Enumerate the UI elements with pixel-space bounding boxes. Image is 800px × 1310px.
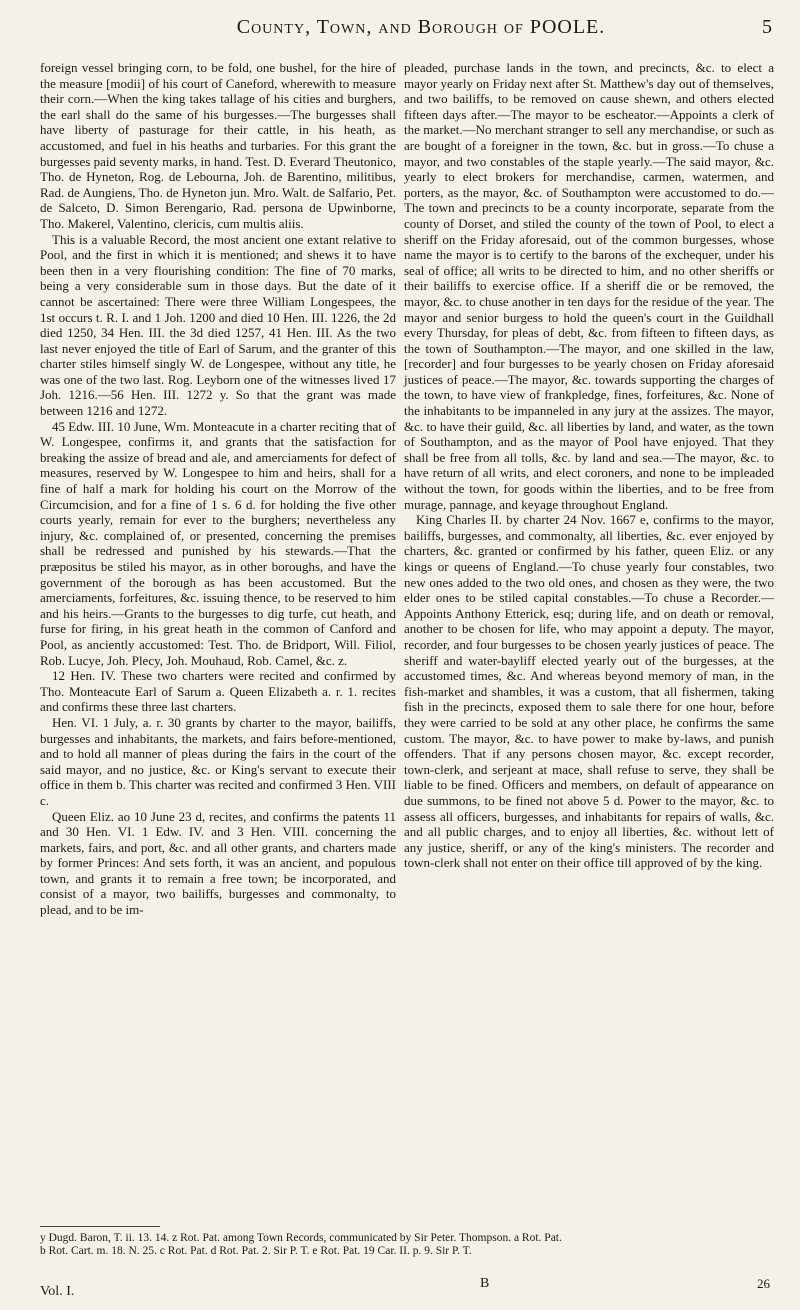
signature-mark: B <box>480 1276 490 1291</box>
paragraph: 12 Hen. IV. These two charters were recited and confirmed by Tho. Monteacute Earl of Sarum a. Queen Elizabeth a. r. 1. recites and confirms these three last charters. <box>40 668 396 715</box>
catchword: 26 <box>757 1276 770 1291</box>
page-number: 5 <box>762 16 772 38</box>
paragraph: Queen Eliz. ao 10 June 23 d, recites, and confirms the patents 11 and 30 Hen. VI. 1 Edw. IV. and 3 Hen. VIII. concerning the markets, fairs, and port, &c. and all other grants, and charters made by former Princes: And sets forth, it was an ancient, and populous town, and grants it to remain a free town; be incorporated, and consist of a mayor, two bailiffs, burgesses and commonalty, to plead, and to be im- <box>40 808 396 918</box>
paragraph: foreign vessel bringing corn, to be fold, one bushel, for the hire of the measure [modii] of his court of Caneford, wherewith to measure their corn.—When the king takes tallage of his cities and burghers, the earl shall do the same of his burgesses.—The burgesses shall have liberty of pasturage for their cattle, in his heath, as accustomed, and fuel in his heaths and turbaries. For this grant the burgesses paid seventy marks, in hand. Test. D. Everard Theutonico, Tho. de Hyneton, Rog. de Lebourna, Joh. de Barentino, militibus, Rad. de Aungiens, Tho. de Hyneton jun. Mro. Walt. de Salfario, Pet. de Salceto, D. Simon Berengario, Rad. persona de Upwinborne, Tho. Makerel, Valentino, clericis, cum multis aliis. <box>40 60 396 231</box>
paragraph: This is a valuable Record, the most ancient one extant relative to Pool, and the first in which it is mentioned; and shews it to have been then in a very flourishing condition: The fine of 70 marks, being a very considerable sum in those days. But the date of it cannot be ascertained: There were three William Longespees, the 1st occurs t. R. I. and 1 Joh. 1200 and died 10 Hen. III. 1226, the 2d died 1250, 34 Hen. III. the 3d died 1257, 41 Hen. III. As the two last never enjoyed the title of Earl of Sarum, and the granter of this charter stiles himself singly W. de Longespee, without any title, he was one of the two last. Rog. Leyborn one of the witnesses lived 17 Joh. 1216.—56 Hen. III. 1272 y. So that the grant was made between 1216 and 1272. <box>40 231 396 419</box>
footnote-line: y Dugd. Baron, T. ii. 13. 14. z Rot. Pat. among Town Records, communicated by Sir Peter. Thompson. a Rot. Pat. <box>40 1232 562 1244</box>
paragraph: Hen. VI. 1 July, a. r. 30 grants by charter to the mayor, bailiffs, burgesses and inhabitants, the markets, and fairs before-mentioned, and to hold all manner of pleas during the fairs in the court of the said mayor, and no justice, &c. or King's servant to execute their office in them b. This charter was recited and confirmed 3 Hen. VIII c. <box>40 714 396 808</box>
footnote-line: b Rot. Cart. m. 18. N. 25. c Rot. Pat. d Rot. Pat. 2. Sir P. T. e Rot. Pat. 19 Car. II. p. 9. Sir P. T. <box>40 1245 472 1257</box>
paragraph: King Charles II. by charter 24 Nov. 1667 e, confirms to the mayor, bailiffs, burgesses, and commonalty, all liberties, &c. ever enjoyed by charters, &c. granted or confirmed by his father, queen Eliz. or any kings or queens of England.—To chuse yearly four constables, two new ones added to the two old ones, and chosen as they were, the two elder ones to be stiled capital constables.—To chuse a Recorder.—Appoints Anthony Etterick, esq; during life, and on death or removal, another to be chosen for life, who may appoint a deputy. The mayor, recorder, and four burgesses to be chosen yearly justices of peace. The sheriff and water-bayliff elected yearly out of the burgesses, at the accustomed times, &c. And whereas beyond memory of man, in the fish-market and shambles, it was a custom, that all fishermen, taking fish in the precincts, exposed them to sale there for one hour, before they were carried to be sold at any other place, he confirms the same custom. The mayor, &c. to have power to make by-laws, and punish offenders. That if any persons chosen mayor, &c. except recorder, town-clerk, and serjeant at mace, shall refuse to serve, they shall be liable to be fined. Officers and members, on default of appearance on due summons, to be fined not above 5 d. Power to the mayor, &c. to assess all officers, burgesses, and inhabitants for repairs of walls, &c. and all public charges, and to enjoy all liberties, &c. without lett of any justice, sheriff, or any of the king's ministers. The recorder and town-clerk shall not enter on their office till approved of by the king. <box>404 512 774 871</box>
page-header <box>40 14 772 58</box>
right-column <box>404 60 774 871</box>
footnote-rule <box>40 1226 160 1227</box>
paragraph: pleaded, purchase lands in the town, and precincts, &c. to elect a mayor yearly on Friday next after St. Matthew's day out of themselves, and two bailiffs, to be removed on cause shewn, and others elected fifteen days after.—The mayor to be escheator.—Appoints a clerk of the market.—No merchant stranger to sell any merchandise, or such as are bought of a foreigner in the town, &c. but in gross.—To chuse a mayor, and two constables of the staple yearly.—The said mayor, &c. yearly to elect brokers for merchandise, carmen, watermen, and porters, as the mayor, &c. of Southampton were accustomed to do.—The town and precincts to be a county incorporate, separate from the county of Dorset, and stiled the county of the town of Pool, to elect a sheriff on the Friday aforesaid, out of the common burgesses, whose name the mayor is to certify to the barons of the exchequer, under his seal of office; all writs to be directed to him, and no other sheriffs or their bailiffs to exercise office. If a sheriff die or be removed, the mayor, &c. to chuse another in ten days for the residue of the year. The mayor and senior burgess to hold the queen's court in the Guildhall every Thursday, for pleas of debt, &c. from fifteen to fifteen days, as the town of Southampton.—The mayor, and one skilled in the law, [recorder] and four burgesses to be yearly chosen on Friday aforesaid justices of peace.—The mayor, &c. towards supporting the charges of the town, to have view of frankpledge, fines, forfeitures, &c. None of the inhabitants to be impanneled in any jury at the assizes. The mayor, &c. to have their guild, &c. all liberties by land, and water, as the town of Southampton, and as the mayor of Pool have enjoyed. That they shall be free from all tolls, &c. by land and sea.—The mayor, &c. to have return of all writs, and elect coroners, and none to be impleaded without the town, for goods within the liberties, and to be free from murage, pannage, and keyage throughout England. <box>404 60 774 512</box>
running-title: County, Town, and Borough of POOLE. <box>236 16 606 38</box>
volume-label: Vol. I. <box>40 1284 75 1299</box>
paragraph: 45 Edw. III. 10 June, Wm. Monteacute in a charter reciting that of W. Longespee, confirms it, and grants that the satisfaction for breaking the assize of bread and ale, and amerciaments for defect of measures, reserved by W. Longespee to him and heirs, shall for a fine of half a mark for holding his court on the Morrow of the Circumcision, and for a fine of 1 s. 6 d. for holding the five other courts yearly, remain for ever to the burghers; nevertheless any injury, &c. complained of, or presented, concerning the premises shall be redressed and punished by his stewards.—That the præpositus be stiled his mayor, as in other boroughs, and have the government of the borough as has been accustomed. But the amerciaments, forfeitures, &c. issuing thence, to be reserved to him and his heirs.—Grants to the burgesses to dig turfe, cut heath, and furse for firing, in his great heath in the common of Canford and Pool, as anciently accustomed: Test. Tho. de Bridport, Will. Filiol, Rob. Lucye, Joh. Plecy, Joh. Mouhaud, Rob. Camel, &c. z. <box>40 418 396 668</box>
footnotes <box>40 1232 772 1258</box>
left-column <box>40 60 396 918</box>
